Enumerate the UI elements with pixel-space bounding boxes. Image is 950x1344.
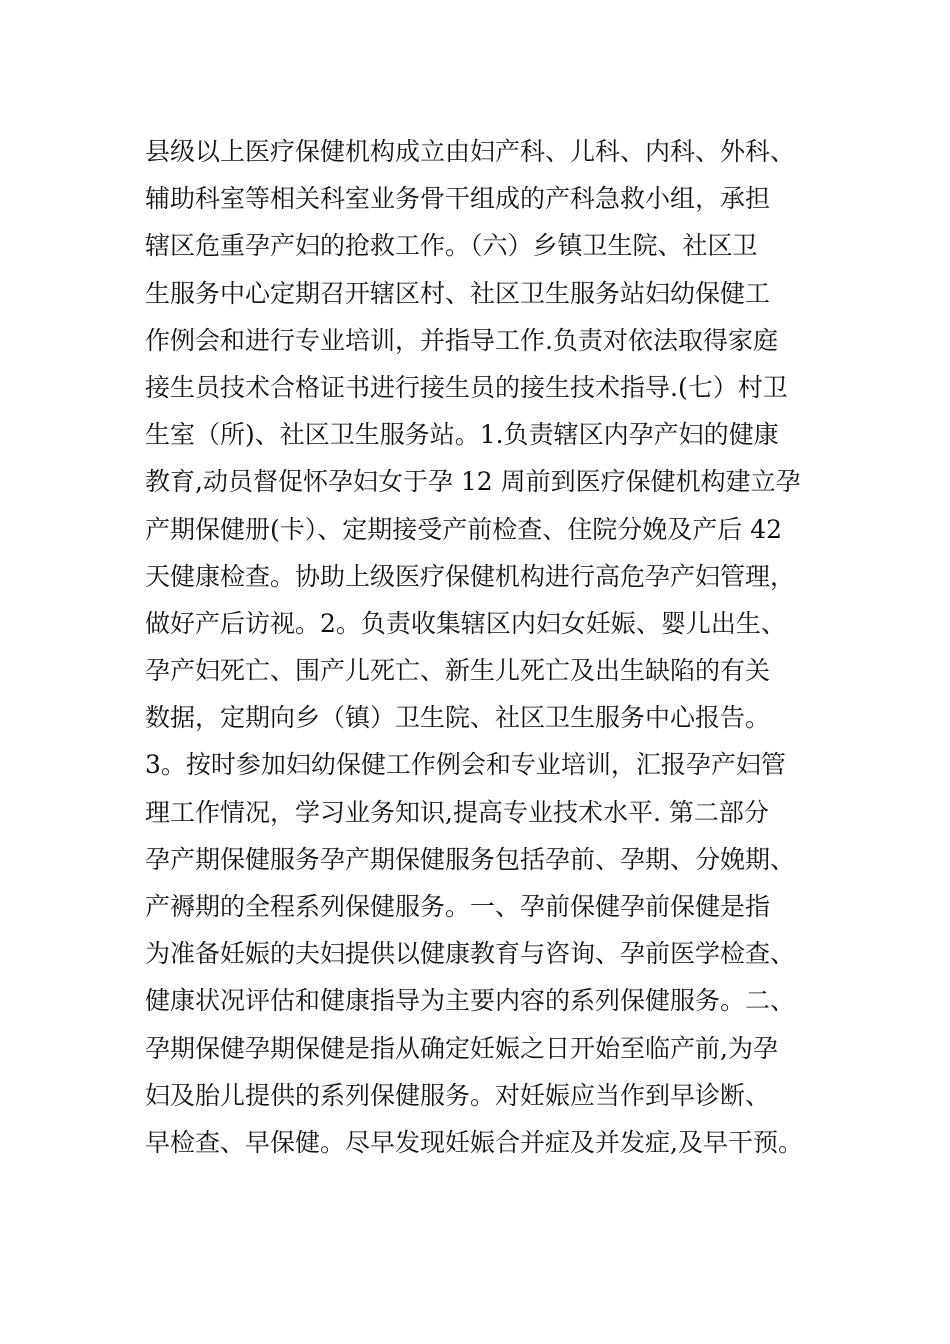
- text-line-20: 孕期保健孕期保健是指从确定妊娠之日开始至临产前,为孕: [145, 1033, 778, 1063]
- text-line-1: 县级以上医疗保健机构成立由妇产科、儿科、内科、外科、: [145, 137, 796, 166]
- text-line-5: 作例会和进行专业培训，并指导工作.负责对依法取得家庭: [145, 325, 778, 355]
- text-line-11: 做好产后访视。2。负责收集辖区内妇女妊娠、婴儿出生、: [145, 608, 786, 638]
- text-line-16: 孕产期保健服务孕产期保健服务包括孕前、孕期、分娩期、: [145, 844, 796, 874]
- text-line-6: 接生员技术合格证书进行接生员的接生技术指导.(七）村卫: [145, 372, 788, 402]
- text-line-14: 3。按时参加妇幼保健工作例会和专业培训，汇报孕产妇管: [145, 750, 786, 780]
- text-line-9: 产期保健册(卡）、定期接受产前检查、住院分娩及产后 42: [145, 514, 783, 544]
- text-line-8: 教育,动员督促怀孕妇女于孕 12 周前到医疗保健机构建立孕: [145, 467, 801, 497]
- text-line-22: 早检查、早保健。尽早发现妊娠合并症及并发症,及早干预。: [145, 1127, 803, 1157]
- body-text: [145, 128, 825, 1166]
- text-line-12: 孕产妇死亡、围产儿死亡、新生儿死亡及出生缺陷的有关: [145, 656, 771, 686]
- text-line-4: 生服务中心定期召开辖区村、社区卫生服务站妇幼保健工: [145, 278, 771, 308]
- text-line-7: 生室（所)、社区卫生服务站。1.负责辖区内孕产妇的健康: [145, 420, 779, 450]
- text-line-17: 产褥期的全程系列保健服务。一、孕前保健孕前保健是指: [145, 892, 771, 921]
- text-line-3: 辖区危重孕产妇的抢救工作。（六）乡镇卫生院、社区卫: [145, 231, 758, 261]
- text-line-15: 理工作情况，学习业务知识,提高专业技术水平. 第二部分: [145, 797, 769, 827]
- text-line-10: 天健康检查。协助上级医疗保健机构进行高危孕产妇管理，: [145, 561, 796, 591]
- text-line-21: 妇及胎儿提供的系列保健服务。对妊娠应当作到早诊断、: [145, 1080, 771, 1110]
- text-line-18: 为准备妊娠的夫妇提供以健康教育与咨询、孕前医学检查、: [145, 939, 796, 969]
- text-line-2: 辅助科室等相关科室业务骨干组成的产科急救小组，承担: [145, 184, 771, 214]
- text-line-13: 数据，定期向乡（镇）卫生院、社区卫生服务中心报告。: [145, 703, 771, 733]
- text-line-19: 健康状况评估和健康指导为主要内容的系列保健服务。二、: [145, 986, 796, 1016]
